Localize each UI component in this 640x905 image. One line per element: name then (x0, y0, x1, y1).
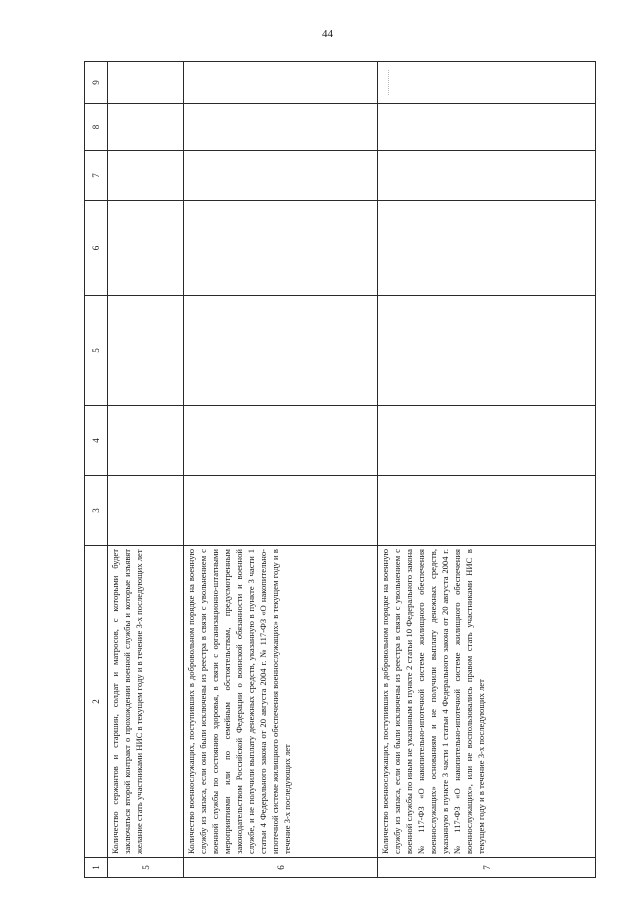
cell-col-7 (378, 151, 596, 201)
cell-col-9 (184, 62, 378, 104)
table-row (184, 62, 378, 878)
cell-col-6 (378, 201, 596, 296)
cell-col-5 (378, 296, 596, 406)
cell-col-9 (108, 62, 184, 104)
table-row (108, 62, 184, 878)
column-header-1: 1 (85, 858, 108, 878)
cell-col-3 (184, 476, 378, 546)
column-header-5: 5 (85, 296, 108, 406)
data-table (84, 61, 596, 878)
column-header-9: 9 (85, 62, 108, 104)
column-header-7: 7 (85, 151, 108, 201)
row-number: 6 (184, 858, 378, 878)
cell-col-5 (184, 296, 378, 406)
cell-col-4 (378, 406, 596, 476)
faint-dotted-mark (388, 70, 389, 95)
cell-col-5 (108, 296, 184, 406)
cell-col-8 (378, 104, 596, 151)
page-number: 44 (322, 28, 333, 40)
row-number: 5 (108, 858, 184, 878)
column-header-2: 2 (85, 546, 108, 858)
rotated-table-inner (84, 62, 594, 878)
column-header-3: 3 (85, 476, 108, 546)
column-header-6: 6 (85, 201, 108, 296)
cell-col-8 (184, 104, 378, 151)
cell-col-6 (184, 201, 378, 296)
cell-col-8 (108, 104, 184, 151)
cell-col-7 (108, 151, 184, 201)
cell-col-6 (108, 201, 184, 296)
cell-col-3 (378, 476, 596, 546)
cell-col-4 (108, 406, 184, 476)
row-description: Количество военнослужащих, поступивших в добровольном порядке на военную службу из запаса, если они были исключены из реестра в связи с увольнением с военной службы по состоянию здоровья, в связи с организационно-штатными мероприятиями или по семейным обстоятельствам, предусмотренным законодательством Российской Федерации о воинской обязанности и военной службе, и не получили выплату денежных средств, указанную в пункте 3 части 1 статьи 4 Федерального закона от 20 августа 2004 г. № 117-ФЗ «О накопительно-ипотечной системе жилищного обеспечения военнослужащих» в текущем году и в течение 3-х последующих лет (184, 546, 378, 858)
column-header-8: 8 (85, 104, 108, 151)
rotated-table-container (84, 62, 594, 878)
cell-col-7 (184, 151, 378, 201)
table-row (378, 62, 596, 878)
cell-col-3 (108, 476, 184, 546)
row-description: Количество сержантов и старшин, солдат и матросов, с которыми будет заключаться второй контракт о прохождении военной службы и которые изъявят желание стать участниками НИС в текущем году и в течение 3-х последующих лет (108, 546, 184, 858)
column-header-4: 4 (85, 406, 108, 476)
cell-col-4 (184, 406, 378, 476)
cell-col-9 (378, 62, 596, 104)
header-row (85, 62, 108, 878)
row-description: Количество военнослужащих, поступивших в добровольном порядке на военную службу из запаса, если они были исключены из реестра в связи с увольнением с военной службы по иным не указанным в пункте 2 статьи 10 Федерального закона № 117-ФЗ «О накопительно-ипотечной системе жилищного обеспечения военнослужащих» основаниям и не получили выплату денежных средств, указанную в пункте 3 части 1 статьи 4 Федерального закона от 20 августа 2004 г. № 117-ФЗ «О накопительно-ипотечной системе жилищного обеспечения военнослужащих», или не воспользовались правом стать участниками НИС в текущем году и в течение 3-х последующих лет (378, 546, 596, 858)
row-number: 7 (378, 858, 596, 878)
